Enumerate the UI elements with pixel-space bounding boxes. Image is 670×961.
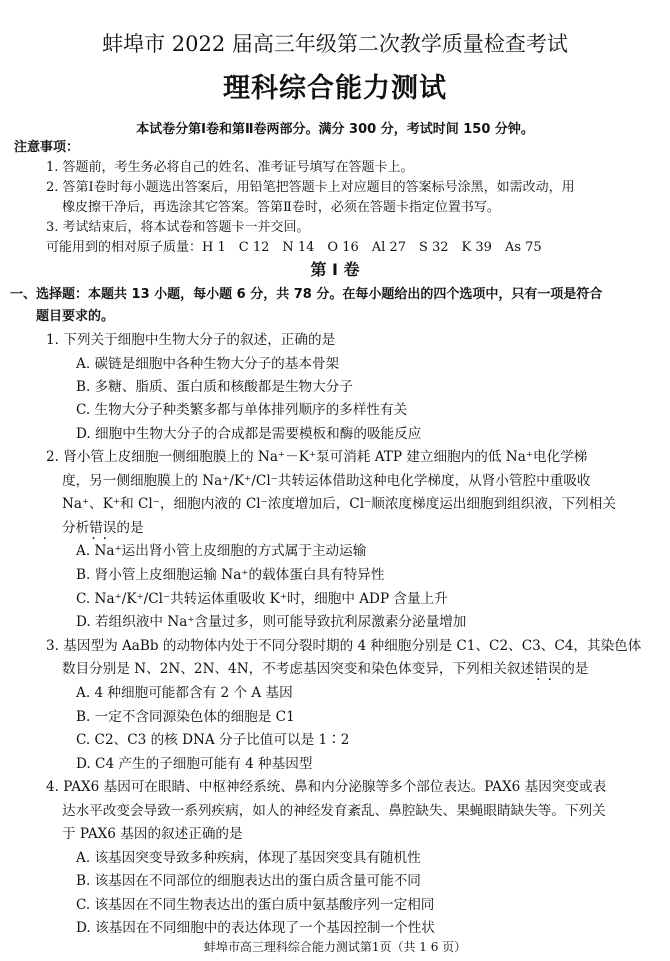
page-footer: 蚌埠市高三理科综合能力测试第1页（共 1 6 页） <box>203 940 467 954</box>
question-3-line-2 <box>62 659 588 679</box>
question-4-option-c: C. 该基因在不同生物表达出的蛋白质中氨基酸序列一定相同 <box>76 897 435 913</box>
question-2-option-d: D. 若组织液中 Na⁺含量过多，则可能导致抗利尿激素分泌量增加 <box>76 614 467 630</box>
question-2-line-4 <box>62 518 144 538</box>
question-2-line-4-post: 的是 <box>116 520 144 536</box>
notes-title: 注意事项： <box>14 140 80 155</box>
note-2-line-2: 橡皮擦干净后，再选涂其它答案。答第Ⅱ卷时，必须在答题卡指定位置书写。 <box>62 200 500 215</box>
question-4-option-d: D. 该基因在不同细胞中的表达体现了一个基因控制一个性状 <box>76 920 435 936</box>
question-2-line-2: 度，另一侧细胞膜上的 Na⁺/K⁺/Cl⁻共转运体借助这种电化学梯度，从肾小管腔中重吸收 <box>62 473 591 489</box>
question-4-option-a: A. 该基因突变导致多种疾病，体现了基因突变具有随机性 <box>76 850 421 866</box>
question-1-option-d: D. 细胞中生物大分子的合成都是需要模板和酶的吸能反应 <box>76 426 422 442</box>
section-intro-line-1: 一、选择题：本题共 13 小题，每小题 6 分，共 78 分。在每小题给出的四个选项中，只有一项是符合 <box>10 287 603 302</box>
question-4-line-3: 于 PAX6 基因的叙述正确的是 <box>62 826 243 842</box>
question-4-option-b: B. 该基因在不同部位的细胞表达出的蛋白质含量可能不同 <box>76 873 421 889</box>
question-1-option-b: B. 多糖、脂质、蛋白质和核酸都是生物大分子 <box>76 379 353 395</box>
question-3-option-a: A. 4 种细胞可能都含有 2 个 A 基因 <box>76 685 293 701</box>
section-title: 第 Ⅰ 卷 <box>310 260 360 279</box>
note-1: 1. 答题前，考生务必将自己的姓名、准考证号填写在答题卡上。 <box>46 160 414 175</box>
question-2-option-a: A. Na⁺运出肾小管上皮细胞的方式属于主动运输 <box>76 543 367 559</box>
atomic-masses: 可能用到的相对原子质量：H 1 C 12 N 14 O 16 Al 27 S 32 K 39 As 75 <box>46 240 542 255</box>
question-2-option-b: B. 肾小管上皮细胞运输 Na⁺的载体蛋白具有特异性 <box>76 567 385 583</box>
question-3-option-c: C. C2、C3 的核 DNA 分子比值可以是 1∶2 <box>76 732 350 748</box>
question-1-option-a: A. 碳链是细胞中各种生物大分子的基本骨架 <box>76 356 340 372</box>
exam-info: 本试卷分第Ⅰ卷和第Ⅱ卷两部分。满分 300 分，考试时间 150 分钟。 <box>136 122 534 137</box>
exam-title: 蚌埠市 2022 届高三年级第二次教学质量检查考试 <box>102 32 568 56</box>
question-4-line-2: 达水平改变会导致一系列疾病，如人的神经发育紊乱、鼻腔缺失、果蝇眼睛缺失等。下列关 <box>62 803 606 819</box>
question-3-option-b: B. 一定不含同源染色体的细胞是 C1 <box>76 709 295 725</box>
note-2-line-1: 2. 答第Ⅰ卷时每小题选出答案后，用铅笔把答题卡上对应题目的答案标号涂黑，如需改动，用 <box>46 180 575 195</box>
question-3-option-d: D. C4 产生的子细胞可能有 4 种基因型 <box>76 756 313 772</box>
question-3-emphasis: 错误 ·· <box>534 659 561 679</box>
question-1-option-c: C. 生物大分子种类繁多都与单体排列顺序的多样性有关 <box>76 402 408 418</box>
question-3-line-2-post: 的是 <box>561 661 589 677</box>
question-2-option-c: C. Na⁺/K⁺/Cl⁻共转运体重吸收 K⁺时，细胞中 ADP 含量上升 <box>76 591 448 607</box>
subject-title: 理科综合能力测试 <box>223 73 447 104</box>
question-2-line-4-pre: 分析 <box>62 520 90 536</box>
question-3-line-1: 3. 基因型为 AaBb 的动物体内处于不同分裂时期的 4 种细胞分别是 C1、C2、C3、C4，其染色体 <box>46 638 642 654</box>
note-3: 3. 考试结束后，将本试卷和答题卡一并交回。 <box>46 220 310 235</box>
question-4-line-1: 4. PAX6 基因可在眼睛、中枢神经系统、鼻和内分泌腺等多个部位表达。PAX6 基因突变或表 <box>46 779 607 795</box>
question-2-emphasis: 错误 ·· <box>89 518 116 538</box>
question-3-line-2-pre: 数目分别是 N、2N、2N、4N，不考虑基因突变和染色体变异，下列相关叙述 <box>62 661 535 677</box>
question-2-line-1: 2. 肾小管上皮细胞一侧细胞膜上的 Na⁺－K⁺泵可消耗 ATP 建立细胞内的低 Na⁺电化学梯 <box>46 449 588 465</box>
question-1-stem: 1. 下列关于细胞中生物大分子的叙述，正确的是 <box>46 332 336 348</box>
question-2-line-3: Na⁺、K⁺和 Cl⁻，细胞内液的 Cl⁻浓度增加后，Cl⁻顺浓度梯度运出细胞到组织液，下列相关 <box>62 496 616 512</box>
section-intro-line-2: 题目要求的。 <box>36 309 115 324</box>
